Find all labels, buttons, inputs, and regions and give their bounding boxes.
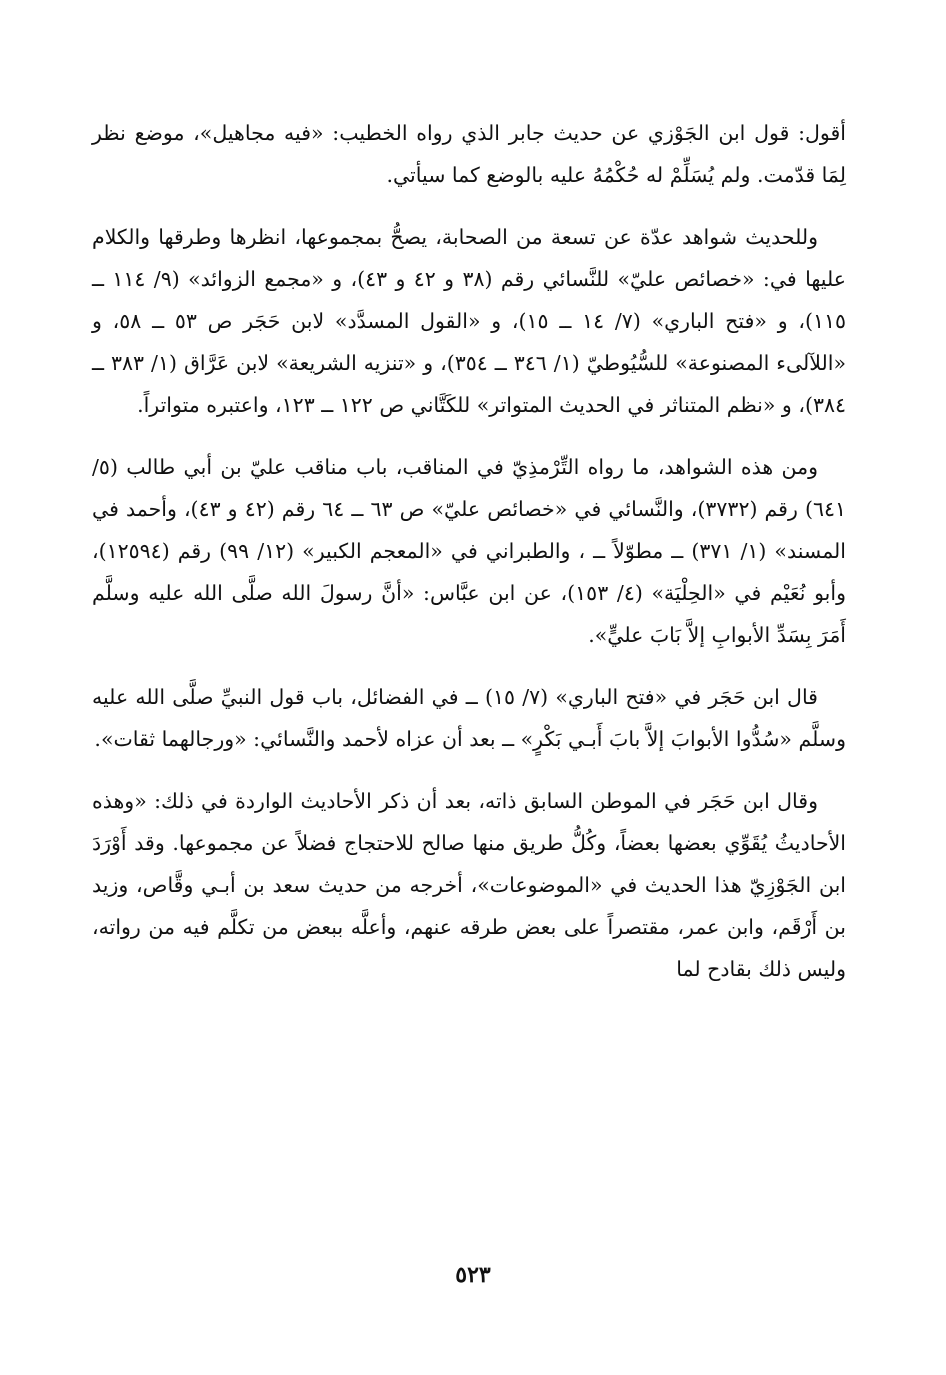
paragraph-4: قال ابن حَجَر في «فتح الباري» (٧/ ١٥) ــ في الفضائل، باب قول النبيِّ صلَّى الله عليه وسلَّم «سُدُّوا الأبوابَ إلاَّ بابَ أَبـي بَكْرٍ» ــ بعد أن عزاه لأحمد والنَّسائي: «ورجالهما ثقات». (92, 685, 846, 751)
body-text (92, 112, 846, 1010)
page-number: ٥٢٣ (455, 1262, 491, 1288)
paragraph-1: أقول: قول ابن الجَوْزي عن حديث جابر الذي رواه الخطيب: «فيه مجاهيل»، موضع نظر لِمَا قدّمت. ولم يُسَلِّمْ له حُكْمُهُ عليه بالوضع كما سيأتي. (92, 121, 846, 187)
paragraph-5: وقال ابن حَجَر في الموطن السابق ذاته، بعد أن ذكر الأحاديث الواردة في ذلك: «وهذه الأحاديثُ يُقَوِّي بعضها بعضاً، وكُلُّ طريق منها صالح للاحتجاج فضلاً عن مجموعها. وقد أَوْرَدَ ابن الجَوْزِيّ هذا الحديث في «الموضوعات»، أخرجه من حديث سعد بن أبـي وقَّاص، وزيد بن أَرْقَم، وابن عمر، مقتصراً على بعض طرقه عنهم، وأعلَّه ببعض من تكلَّم فيه من رواته، وليس ذلك بقادح لما (92, 789, 846, 981)
paragraph-3: ومن هذه الشواهد، ما رواه التِّرْمذِيّ في المناقب، باب مناقب عليّ بن أبي طالب (٥/ ٦٤١) رقم (٣٧٣٢)، والنَّسائي في «خصائص عليّ» ص ٦٣ ــ ٦٤ رقم (٤٢ و ٤٣)، وأحمد في المسند» (١/ ٣٧١) ــ مطوّلاً ــ ، والطبراني في «المعجم الكبير» (١٢/ ٩٩) رقم (١٢٥٩٤)، وأبو نُعَيْم في «الحِلْيَة» (٤/ ١٥٣)، عن ابن عبَّاس: «أنَّ رسولَ الله صلَّى الله عليه وسلَّم أَمَرَ بِسَدِّ الأبوابِ إلاَّ بَابَ عليٍّ». (92, 455, 847, 647)
paragraph-2: وللحديث شواهد عدّة عن تسعة من الصحابة، يصحُّ بمجموعها، انظرها وطرقها والكلام عليها في: «خصائص عليّ» للنَّسائي رقم (٣٨ و ٤٢ و ٤٣)، و «مجمع الزوائد» (٩/ ١١٤ ــ ١١٥)، و «فتح الباري» (٧/ ١٤ ــ ١٥)، و «القول المسدَّد» لابن حَجَر ص ٥٣ ــ ٥٨، و «اللآلىء المصنوعة» للسُّيُوطيّ (١/ ٣٤٦ ــ ٣٥٤)، و «تنزيه الشريعة» لابن عَرَّاق (١/ ٣٨٣ ــ ٣٨٤)، و «نظم المتناثر في الحديث المتواتر» للكَتَّاني ص ١٢٢ ــ ١٢٣، واعتبره متواتراً. (92, 225, 847, 417)
